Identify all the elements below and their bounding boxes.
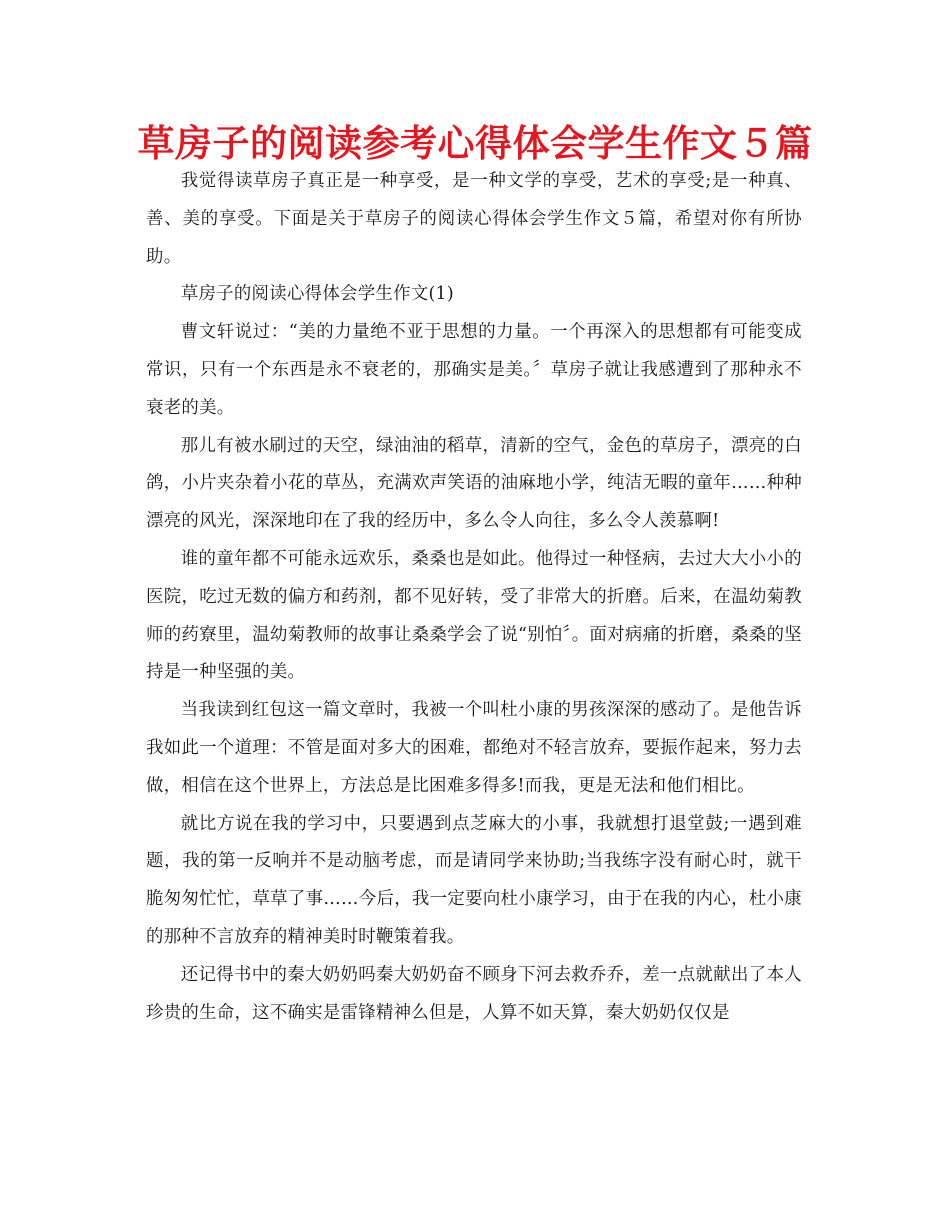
paragraph-subheading: 草房子的阅读心得体会学生作文(1) [180, 284, 455, 305]
paragraph-intro: 我觉得读草房子真正是一种享受，是一种文学的享受，艺术的享受;是一种真、善、美的享受。下面是关于草房子的阅读心得体会学生作文５篇，希望对你有所协助。 [146, 171, 802, 267]
paragraph: 还记得书中的秦大奶奶吗秦大奶奶奋不顾身下河去救乔乔，差一点就献出了本人珍贵的生命，这不确实是雷锋精神么但是，人算不如天算，秦大奶奶仅仅是 [146, 964, 802, 1023]
paragraph: 那儿有被水刷过的天空，绿油油的稻草，清新的空气，金色的草房子，漂亮的白鸽，小片夹杂着小花的草丛，充满欢声笑语的油麻地小学，纯洁无暇的童年……种种漂亮的风光，深深地印在了我的经历中，多么令人向往，多么令人羡慕啊! [146, 435, 802, 532]
paragraph: 曹文轩说过：“美的力量绝不亚于思想的力量。一个再深入的思想都有可能变成常识，只有一个东西是永不衰老的，那确实是美。〞草房子就让我感遭到了那种永不衰老的美。 [146, 322, 802, 418]
document-title: 草房子的阅读参考心得体会学生作文５篇 [137, 122, 813, 165]
document-body [146, 163, 802, 1032]
paragraph: 当我读到红包这一篇文章时，我被一个叫杜小康的男孩深深的感动了。是他告诉我如此一个道理：不管是面对多大的困难，都绝对不轻言放弃，要振作起来，努力去做，相信在这个世界上，方法总是比困难多得多!而我，更是无法和他们相比。 [146, 700, 802, 796]
paragraph: 谁的童年都不可能永远欢乐，桑桑也是如此。他得过一种怪病，去过大大小小的医院，吃过无数的偏方和药剂，都不见好转，受了非常大的折磨。后来，在温幼菊教师的药寮里，温幼菊教师的故事让桑桑学会了说“别怕〞。面对病痛的折磨，桑桑的坚持是一种坚强的美。 [146, 548, 802, 683]
paragraph: 就比方说在我的学习中，只要遇到点芝麻大的小事，我就想打退堂鼓;一遇到难题，我的第一反响并不是动脑考虑，而是请同学来协助;当我练字没有耐心时，就干脆匆匆忙忙，草草了事……今后，我一定要向杜小康学习，由于在我的内心，杜小康的那种不言放弃的精神美时时鞭策着我。 [146, 813, 802, 947]
